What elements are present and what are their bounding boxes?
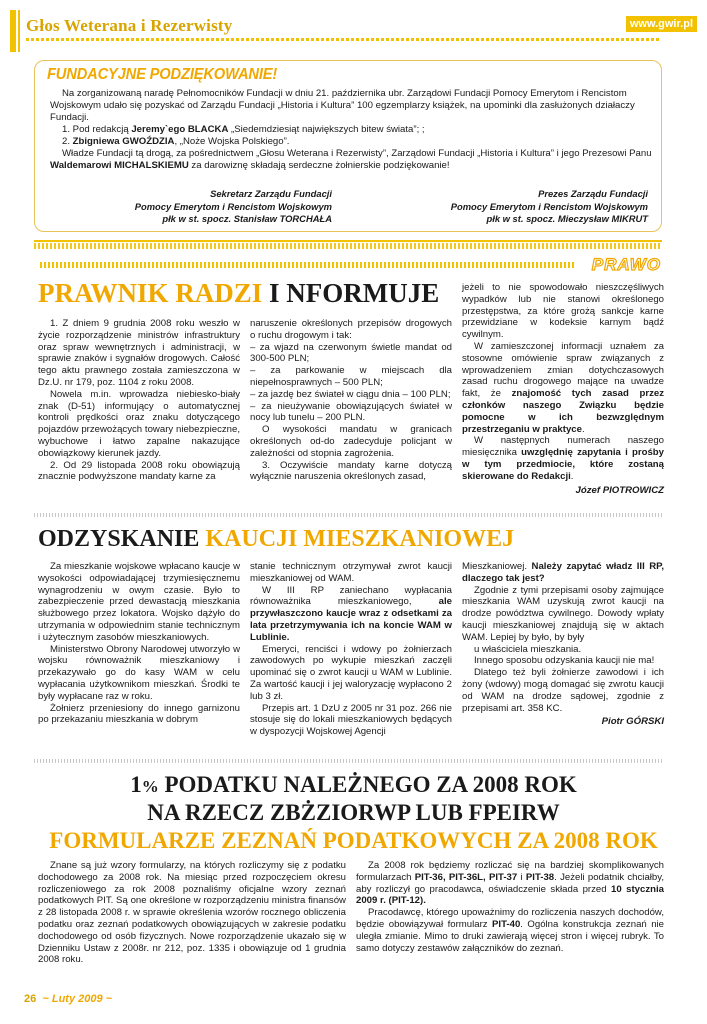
magazine-title: Głos Weterana i Rezerwisty: [26, 16, 233, 35]
section-divider: [34, 513, 662, 517]
page-footer: [24, 993, 112, 1005]
prawo-bar: [40, 262, 575, 268]
fundacja-body: [50, 88, 652, 172]
kaucja-column-1: Za mieszkanie wojskowe wpłacano kaucje w wysokości odpowiadającej trzymiesięcznemu wynagrodzeniu w owym czasie. Było to zabezpieczenie przed dewastacją mieszkania służbowego przez lokatora. Wojsko dążyło do utrzymania w odpowiednim stanie technicznym i użytecznym zasobów mieszkaniowych. Ministerstwo Obrony Narodowej utworzyło w wojsku równoważnik mieszkaniowy i przekazywało go do kasy WAM w celu wypłacania użytkownikom mieszkań. Środki te były wypłacane raz w roku. Żołnierz przeniesiony do innego garnizonu po przekazaniu mieszkania w dobrym: [38, 561, 240, 726]
podatek-headline-3: FORMULARZE ZEZNAŃ PODATKOWYCH ZA 2008 ROK: [49, 828, 658, 853]
prawo-author: Józef PIOTROWICZ: [575, 484, 664, 496]
podatek-headline-1: 1% PODATKU NALEŻNEGO ZA 2008 ROK: [130, 772, 577, 797]
podatek-headline-2: NA RZECZ ZBŻZIORWP LUB FPEIRW: [147, 800, 560, 825]
podatek-column-2: Za 2008 rok będziemy rozliczać się na bardziej skomplikowanych formularzach PIT-36, PIT-36L, PIT-37 i PIT-38. Jeżeli podatnik chciałby, aby rozliczył go pracodawca, oświadczenie składa przed 10 stycznia 2009 r. (PIT-12). Pracodawcę, którego upoważnimy do rozliczenia naszych dochodów, będzie obowiązywał formularz PIT-40. Ogólna konstrukcja zeznań nie uległa zmianie. Mimo to druki zawierają więcej stron i więcej rubryk. To samo dotyczy zestawów załączników do zeznań.: [356, 860, 664, 954]
kaucja-headline: ODZYSKANIE KAUCJI MIESZKANIOWEJ: [38, 526, 515, 552]
header-accent-bar-thin: [18, 10, 20, 52]
kaucja-column-2: stanie technicznym otrzymywał zwrot kaucji mieszkaniowej od WAM. W III RP zaniechano wypłacania równoważnika mieszkaniowego, ale przywłaszczono kaucje wraz z odsetkami za lata przetrzymywania ich na koncie WAM w Lublinie. Emeryci, renciści i wdowy po żołnierzach zawodowych po wykupie mieszkań zaczęli upominać się o zwrot kaucji u WAM w Lublinie. Za wartość kaucji i jej waloryzację wypłacono 2 lub 3 zł. Przepis art. 1 DzU z 2005 nr 31 poz. 266 nie stosuje się do lokali mieszkaniowych będących w dyspozycji Wojskowej Agencji: [250, 561, 452, 738]
kaucja-column-3: Mieszkaniowej. Należy zapytać władz III RP, dlaczego tak jest? Zgodnie z tymi przepisami osoby zajmujące mieszkania WAM uzyskują zwrot kaucji na drodze powództwa cywilnego. Dowody wpłaty kaucji mieszkaniowej znajdują się w aktach WAM. Lepiej by było, by były u właściciela mieszkania. Innego sposobu odzyskania kaucji nie ma! Dlatego też byli żołnierze zawodowi i ich żony (wdowy) mogą domagać się zwrotu kaucji od WAM na drodze sądowej, zgodnie z przepisami art. 358 KC. Piotr GÓRSKI: [462, 561, 664, 728]
section-divider-dots: [34, 243, 662, 249]
podatek-column-1: Znane są już wzory formularzy, na których rozliczymy się z podatku dochodowego za 2008 rok. Na miesiąc przed rozpoczęciem okresu rozliczeniowego za rok 2008 poznaliśmy oficjalne wzory zeznań podatkowych PIT. Są one określone w rozporządzeniu ministra finansów z 28 listopada 2008 r. w sprawie określenia wzorów rocznego obliczenia podatku oraz zeznań podatkowych obowiązujących w zakresie podatku dochodowego od osób fizycznych. Nowe rozporządzenie ukazało się w Dzienniku Ustaw z 2008r. nr 212, poz. 1335 i obowiązuje od 1 grudnia 2008 roku.: [38, 860, 346, 966]
prawo-column-2: naruszenie określonych przepisów drogowych o ruchu drogowym i tak: – za wjazd na czerwonym świetle mandat od 300-500 PLN; – za parkowanie w miejscach dla niepełnosprawnych – 500 PLN; – za jazdę bez świateł w ciągu dnia – 100 PLN; – za nieużywanie obowiązujących świateł w nocy lub tunelu – 200 PLN. O wysokości mandatu w granicach określonych od-do zadecyduje policjant w zależności od stopnia zagrożenia. 3. Oczywiście mandaty karne dotyczą wyłącznie naruszenia określonych zasad,: [250, 318, 452, 483]
signature-secretary: Sekretarz Zarządu Fundacji Pomocy Emerytom i Rencistom Wojskowym płk w st. spocz. Stanisław TORCHAŁA: [134, 188, 332, 224]
section-divider: [34, 759, 662, 763]
header-rule: [26, 38, 659, 41]
section-divider: [34, 240, 662, 242]
prawo-column-3: jeżeli to nie spowodowało nieszczęśliwych wypadków lub nie stanowi określonego przestępstwa, za które grożą sankcje karne przewidziane w kodeksie karnym bądź cywilnym. W zamieszczonej informacji uznałem za stosowne omówienie spraw związanych z wprowadzeniem zmian dotychczasowych zasad ruchu drogowego mające na uwadze fakt, że znajomość tych zasad przez członków naszego Związku będzie pomocne w ich bezwzględnym przestrzeganiu w praktyce. W następnych numerach naszego miesięcznika uwzględnię zapytania i prośby w tym przedmiocie, które zostaną skierowane do Redakcji. Józef PIOTROWICZ: [462, 282, 664, 496]
section-label-prawo: PRAWO: [591, 255, 661, 274]
page-number: 26: [24, 993, 37, 1005]
fundacja-item-2: 2. Zbigniewa GWOŹDZIA, „Noże Wojska Polskiego”.: [62, 136, 290, 147]
fundacja-thanks: Władze Fundacji tą drogą, za pośrednictwem „Głosu Weterana i Rezerwisty”, Zarządowi Fundacji „Historia i Kultura” i jego Prezesowi Panu Waldemarowi MICHALSKIEMU za darowiznę składają serdeczne żołnierskie podziękowanie!: [50, 148, 652, 171]
prawo-column-1: 1. Z dniem 9 grudnia 2008 roku weszło w życie rozporządzenie ministrów infrastruktury oraz spraw wewnętrznych i administracji, w sprawie znaków i sygnałów drogowych. Całość tego aktu prawnego została zamieszczona w Dz.U. nr 179, poz. 1104 z roku 2008. Nowela m.in. wprowadza niebiesko-biały znak (D-51) informujący o automatycznej kontroli prędkości oraz znaku dotyczącego pojazdów przewożących towary niebezpieczne, wybuchowe i łatwo zapalne nakazujące obowiązkowy kierunek jazdy. 2. Od 29 listopada 2008 roku obowiązują znacznie podwyższone mandaty karne za: [38, 318, 240, 483]
fundacja-intro: Na zorganizowaną naradę Pełnomocników Fundacji w dniu 21. października ubr. Zarządowi Fundacji Pomocy Emerytom i Rencistom Wojskowym udało się pozyskać od Zarządu Fundacji „Historia i Kultura” 100 egzemplarzy książek, na upominki dla zasłużonych działaczy Fundacji.: [50, 88, 635, 123]
kaucja-author: Piotr GÓRSKI: [601, 716, 664, 728]
issue-date: ~ Luty 2009 ~: [42, 993, 113, 1005]
fundacja-item-1: 1. Pod redakcją Jeremy`ego BLACKA „Siedemdziesiąt największych bitew świata”; ;: [62, 124, 425, 135]
fundacja-title: FUNDACYJNE PODZIĘKOWANIE!: [47, 66, 278, 83]
signature-president: Prezes Zarządu Fundacji Pomocy Emerytom i Rencistom Wojskowym płk w st. spocz. Mieczysław MIKRUT: [450, 188, 648, 224]
website-url[interactable]: www.gwir.pl: [626, 16, 697, 32]
header-accent-bar: [10, 10, 16, 52]
prawnik-headline: PRAWNIK RADZI I NFORMUJE: [38, 278, 440, 308]
